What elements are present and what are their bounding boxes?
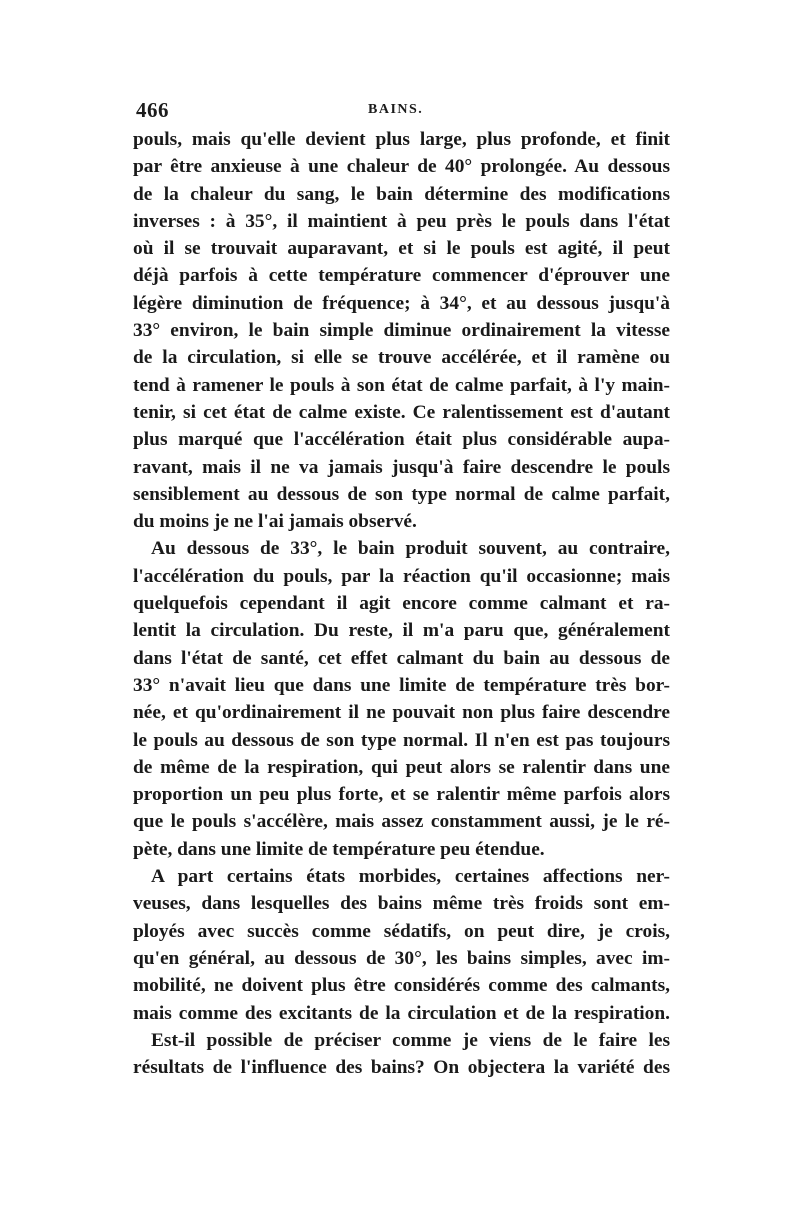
text-line: A part certains états morbides, certaines affections ner-	[151, 866, 670, 888]
text-line: déjà parfois à cette température commencer d'éprouver une	[133, 265, 670, 287]
text-line: le pouls au dessous de son type normal. Il n'en est pas toujours	[133, 729, 670, 751]
text-line: de la chaleur du sang, le bain détermine des modifications	[133, 183, 670, 205]
running-title: BAINS.	[368, 102, 424, 117]
text-line: que le pouls s'accélère, mais assez constamment aussi, je le ré-	[133, 811, 670, 833]
text-line: née, et qu'ordinairement il ne pouvait non plus faire descendre	[133, 702, 670, 724]
text-line: proportion un peu plus forte, et se ralentir même parfois alors	[133, 784, 670, 806]
text-line: pète, dans une limite de température peu étendue.	[133, 838, 545, 860]
text-line: quelquefois cependant il agit encore comme calmant et ra-	[133, 593, 670, 615]
body-text	[133, 126, 670, 1081]
text-line: mobilité, ne doivent plus être considérés comme des calmants,	[133, 975, 670, 997]
text-line: légère diminution de fréquence; à 34°, et au dessous jusqu'à	[133, 292, 670, 314]
text-line: 33° environ, le bain simple diminue ordinairement la vitesse	[133, 320, 670, 342]
running-head	[136, 98, 668, 122]
page-number: 466	[136, 98, 169, 122]
text-line: de même de la respiration, qui peut alors se ralentir dans une	[133, 756, 670, 778]
text-line: tenir, si cet état de calme existe. Ce ralentissement est d'autant	[133, 401, 670, 423]
text-line: Au dessous de 33°, le bain produit souvent, au contraire,	[151, 538, 670, 560]
text-line: où il se trouvait auparavant, et si le pouls est agité, il peut	[133, 238, 670, 260]
text-line: résultats de l'influence des bains? On objectera la variété des	[133, 1057, 670, 1079]
text-line: mais comme des excitants de la circulation et de la respiration.	[133, 1002, 670, 1024]
text-line: du moins je ne l'ai jamais observé.	[133, 511, 417, 533]
text-line: dans l'état de santé, cet effet calmant du bain au dessous de	[133, 647, 670, 669]
text-line: tend à ramener le pouls à son état de calme parfait, à l'y main-	[133, 374, 670, 396]
text-line: par être anxieuse à une chaleur de 40° prolongée. Au dessous	[133, 156, 670, 178]
text-line: sensiblement au dessous de son type normal de calme parfait,	[133, 483, 670, 505]
text-line: ravant, mais il ne va jamais jusqu'à faire descendre le pouls	[133, 456, 670, 478]
text-line: 33° n'avait lieu que dans une limite de température très bor-	[133, 674, 670, 696]
text-line: de la circulation, si elle se trouve accélérée, et il ramène ou	[133, 347, 670, 369]
text-line: ployés avec succès comme sédatifs, on peut dire, je crois,	[133, 920, 670, 942]
text-line: veuses, dans lesquelles des bains même très froids sont em-	[133, 893, 670, 915]
text-line: qu'en général, au dessous de 30°, les bains simples, avec im-	[133, 947, 670, 969]
text-line: lentit la circulation. Du reste, il m'a paru que, généralement	[133, 620, 670, 642]
text-line: Est-il possible de préciser comme je viens de le faire les	[151, 1029, 670, 1051]
text-line: inverses : à 35°, il maintient à peu près le pouls dans l'état	[133, 210, 670, 232]
text-line: plus marqué que l'accélération était plus considérable aupa-	[133, 429, 670, 451]
text-line: l'accélération du pouls, par la réaction qu'il occasionne; mais	[133, 565, 670, 587]
text-line: pouls, mais qu'elle devient plus large, plus profonde, et finit	[133, 129, 670, 150]
